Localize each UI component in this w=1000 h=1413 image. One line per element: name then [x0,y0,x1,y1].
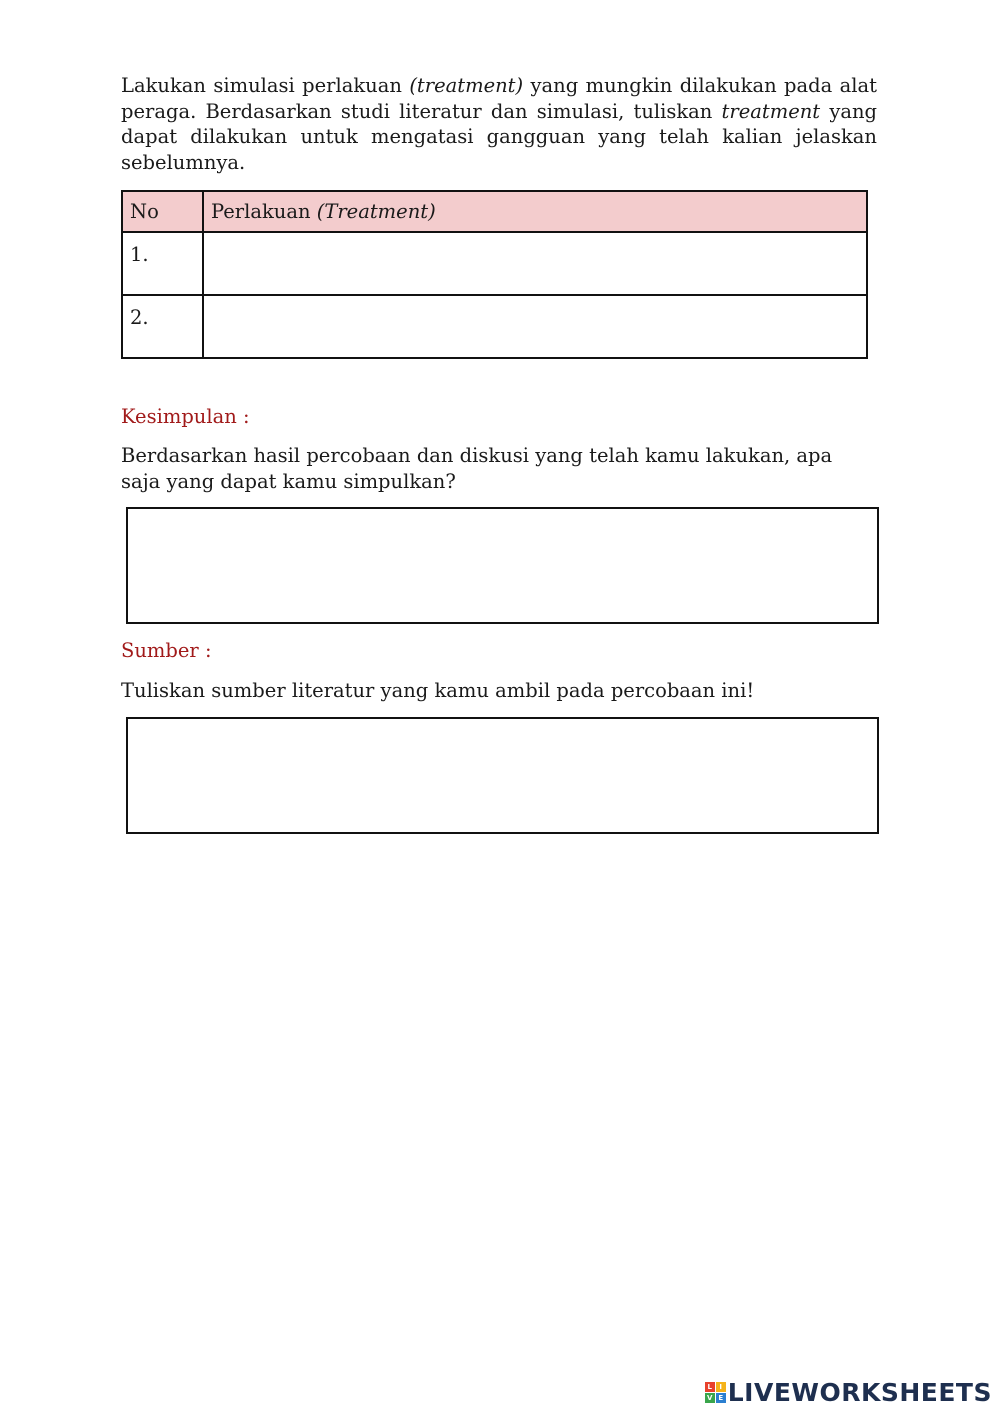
conclusion-answer-box[interactable] [126,507,879,624]
row-number: 1. [122,232,203,295]
intro-paragraph [121,73,877,175]
source-answer-box[interactable] [126,717,879,834]
intro-term-treatment: (treatment) [409,74,524,97]
logo-letter: V [705,1393,715,1403]
logo-letter: I [716,1382,726,1392]
table-row [122,232,867,295]
intro-text-2: yang mungkin dilakukan pada alat peraga. Berdasarkan studi literatur dan simulasi, tuliskan [121,74,877,123]
liveworksheets-logo-icon [705,1382,726,1403]
logo-letter: E [716,1393,726,1403]
intro-text-3: yang dapat dilakukan untuk mengatasi gangguan yang telah kalian jelaskan sebelumnya. [121,99,877,174]
row-number: 2. [122,295,203,358]
source-heading: Sumber : [121,639,212,662]
brand-name: LIVEWORKSHEETS [727,1378,992,1407]
table-header-row [122,191,867,232]
header-no: No [122,191,203,232]
header-treatment [203,191,867,232]
conclusion-heading: Kesimpulan : [121,405,250,428]
liveworksheets-brand [705,1378,992,1407]
logo-letter: L [705,1382,715,1392]
treatment-answer-cell[interactable] [203,295,867,358]
treatment-answer-cell[interactable] [203,232,867,295]
conclusion-prompt: Berdasarkan hasil percobaan dan diskusi yang telah kamu lakukan, apa saja yang dapat kamu simpulkan? [121,444,833,493]
intro-text-1: Lakukan simulasi perlakuan [121,74,410,97]
treatment-table [121,190,868,359]
intro-term-treatment-2: treatment [721,99,821,123]
header-treatment-italic: (Treatment) [316,200,436,223]
table-row [122,295,867,358]
source-prompt: Tuliskan sumber literatur yang kamu ambil pada percobaan ini! [121,679,755,702]
header-treatment-label: Perlakuan [211,200,317,223]
